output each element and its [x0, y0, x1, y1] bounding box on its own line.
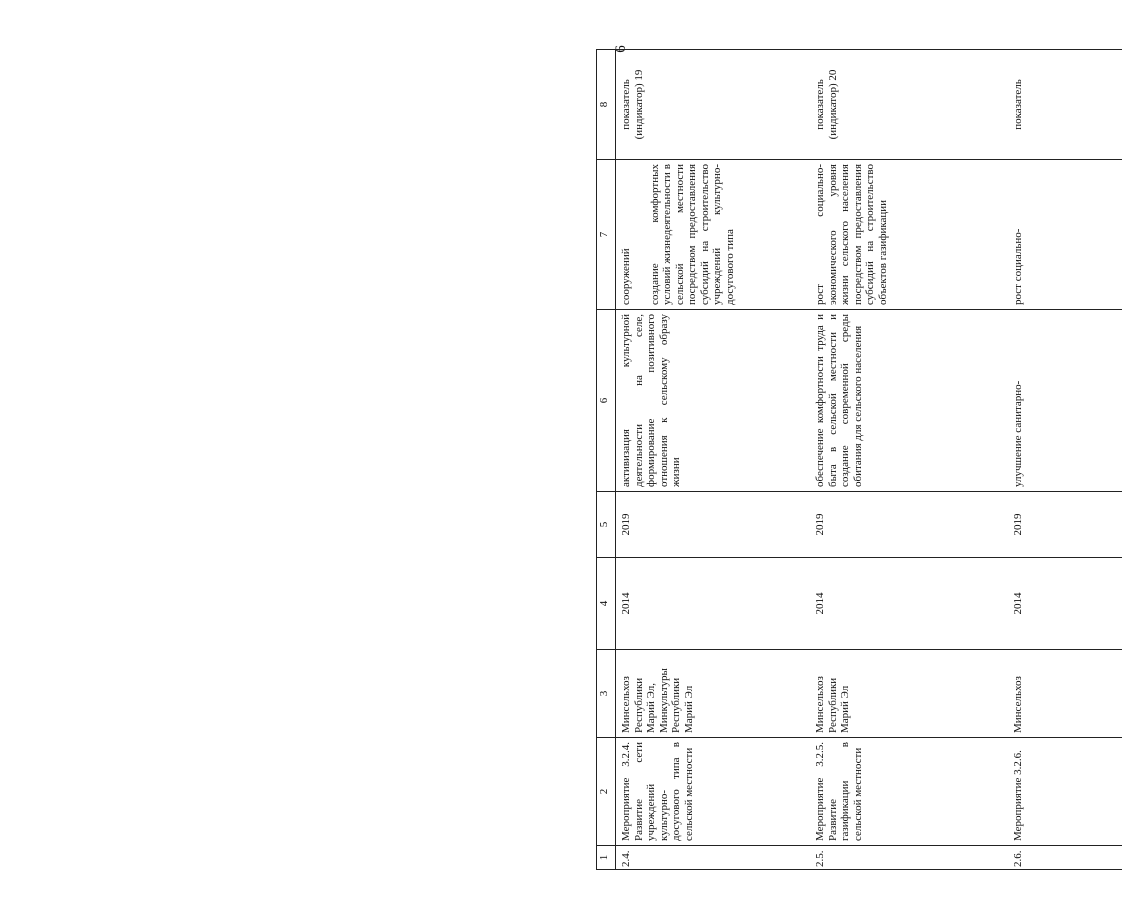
link-cell: рост социально-экономического уровня жизни сельского населения посредством предоставления субсидий на строительство объектов газификации	[810, 160, 1008, 310]
header-row	[597, 50, 616, 870]
indicator-cell: показатель (индикатор) 20	[810, 50, 1008, 160]
end-year-cell: 2019	[1008, 492, 1122, 558]
table-row	[1008, 50, 1122, 870]
executor-cell: Минсельхоз Республики Марий Эл, Минкультуры Республики Марий Эл	[616, 650, 811, 738]
start-year-cell: 2014	[1008, 558, 1122, 650]
indicator-cell: показатель (индикатор) 19	[616, 50, 811, 160]
header-col-2: 2	[597, 738, 616, 846]
link-cell	[616, 160, 811, 310]
header-col-5: 5	[597, 492, 616, 558]
program-table	[596, 49, 1122, 870]
header-col-3: 3	[597, 650, 616, 738]
result-cell: активизация культурной деятельности на селе, формирование позитивного отношения к сельскому образу жизни	[616, 310, 811, 492]
event-cell: Мероприятие 3.2.4. Развитие сети учреждений культурно-досугового типа в сельской местности	[616, 738, 811, 846]
page-number: 6	[613, 45, 629, 53]
executor-cell: Минсельхоз Республики Марий Эл	[810, 650, 1008, 738]
link-cell: рост социально-	[1008, 160, 1122, 310]
carryover-text: сооружений	[620, 248, 632, 305]
link-text: создание комфортных условий жизнедеятельности в сельской местности посредством предоставления субсидий на строительство учреждений культурно-досугового типа	[648, 164, 736, 305]
table-row	[616, 50, 811, 870]
rotated-table-container	[596, 50, 1124, 870]
event-cell: Мероприятие 3.2.6.	[1008, 738, 1122, 846]
header-col-8: 8	[597, 50, 616, 160]
executor-cell: Минсельхоз	[1008, 650, 1122, 738]
header-col-7: 7	[597, 160, 616, 310]
header-col-1: 1	[597, 846, 616, 870]
end-year-cell: 2019	[810, 492, 1008, 558]
event-cell: Мероприятие 3.2.5. Развитие газификации в сельской местности	[810, 738, 1008, 846]
end-year-cell: 2019	[616, 492, 811, 558]
row-number: 2.6.	[1008, 846, 1122, 870]
row-number: 2.5.	[810, 846, 1008, 870]
start-year-cell: 2014	[616, 558, 811, 650]
header-col-4: 4	[597, 558, 616, 650]
start-year-cell: 2014	[810, 558, 1008, 650]
indicator-cell: показатель	[1008, 50, 1122, 160]
row-number: 2.4.	[616, 846, 811, 870]
result-cell: обеспечение комфортности труда и быта в сельской местности и создание современной среды обитания для сельского населения	[810, 310, 1008, 492]
table-row	[810, 50, 1008, 870]
result-cell: улучшение санитарно-	[1008, 310, 1122, 492]
header-col-6: 6	[597, 310, 616, 492]
